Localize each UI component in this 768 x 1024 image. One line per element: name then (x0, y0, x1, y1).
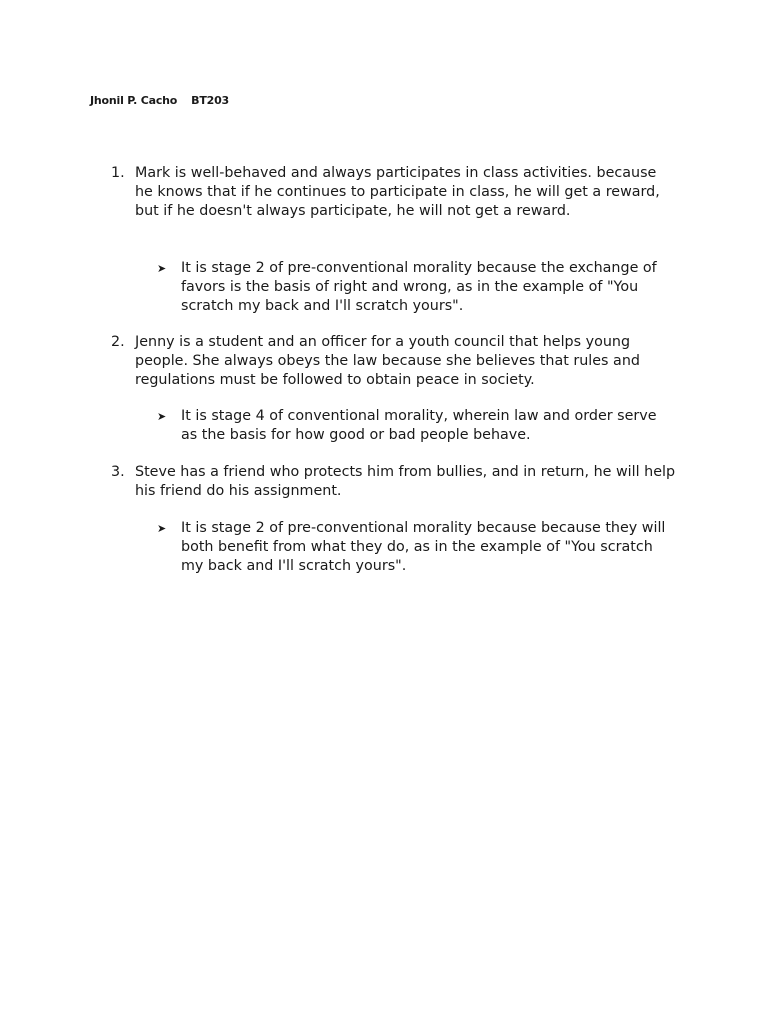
list-item (111, 463, 681, 501)
list-item (111, 164, 681, 240)
student-name: Jhonil P. Cacho (90, 94, 178, 107)
answer-text: It is stage 2 of pre-conventional morality because because they will both benefit from what they do, as in the example of "You scratch my back and I'll scratch yours". (181, 520, 666, 574)
list-item (111, 333, 681, 390)
arrowhead-bullet-icon: ➤ (157, 262, 167, 275)
answer-bullet-item (157, 407, 677, 445)
item-number: 2. (111, 334, 125, 350)
answer-bullet-item (157, 259, 677, 316)
answer-text: It is stage 2 of pre-conventional morality because the exchange of favors is the basis of right and wrong, as in the example of "You scratch my back and I'll scratch yours". (181, 260, 657, 314)
course-code: BT203 (191, 94, 229, 107)
arrowhead-bullet-icon: ➤ (157, 410, 167, 423)
answer-bullet-item (157, 519, 677, 576)
item-number: 1. (111, 165, 125, 181)
document-header (90, 94, 229, 107)
question-text: Mark is well-behaved and always participates in class activities. because he knows that if he continues to participate in class, he will get a reward, but if he doesn't always participate, he will not get a reward. (135, 165, 660, 219)
question-text: Jenny is a student and an officer for a youth council that helps young people. She always obeys the law because she believes that rules and regulations must be followed to obtain peace in society. (135, 334, 640, 388)
arrowhead-bullet-icon: ➤ (157, 522, 167, 535)
item-number: 3. (111, 464, 125, 480)
question-text: Steve has a friend who protects him from bullies, and in return, he will help his friend do his assignment. (135, 464, 676, 499)
answer-text: It is stage 4 of conventional morality, wherein law and order serve as the basis for how good or bad people behave. (181, 408, 657, 443)
